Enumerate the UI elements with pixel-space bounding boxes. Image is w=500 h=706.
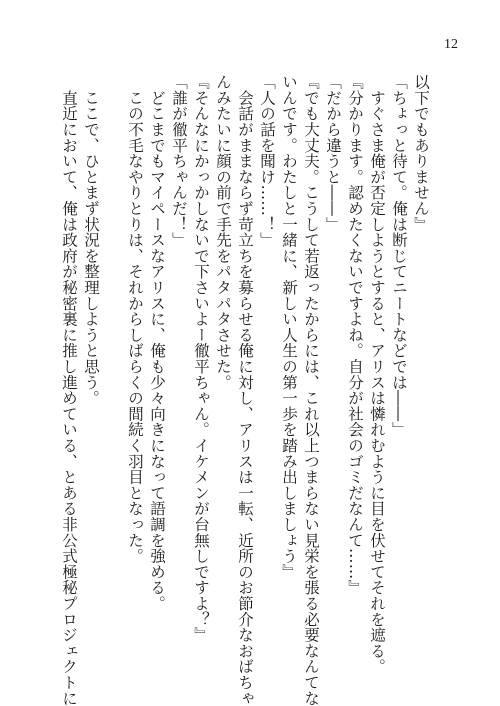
- section-break: [102, 74, 124, 676]
- text-line: 「ちょっと待て。俺は断じてニートなどでは――」: [390, 74, 408, 438]
- text-line: 直近において、俺は政府が秘密裏に推し進めている、とある非公式極秘プロジェクトに: [60, 74, 78, 706]
- text-line: んみたいに顔の前で手先をパタパタさせた。: [214, 74, 232, 390]
- text-line: この不毛なやりとりは、それからしばらくの間続く羽目となった。: [126, 74, 144, 564]
- text-line: いんです。わたしと一緒に、新しい人生の第一歩を踏み出しましょう』: [280, 74, 298, 580]
- body-text: [58, 74, 432, 706]
- text-line: 以下でもありません』: [412, 74, 430, 232]
- text-line: どこまでもマイペースなアリスに、俺も少々向きになって語調を強める。: [148, 74, 166, 612]
- text-line: 『そんなにかっかしないで下さいよー徹平ちゃん。イケメンが台無しですよ？』: [192, 74, 210, 643]
- text-line: 『分かります。認めたくないですよね。自分が社会のゴミだなんて……』: [346, 74, 364, 596]
- text-line: 「人の話を聞け……！」: [258, 74, 276, 248]
- text-line: ここで、ひとまず状況を整理しようと思う。: [82, 74, 100, 406]
- text-line: すぐさま俺が否定しようとすると、アリスは憐れむように目を伏せてそれを遮る。: [368, 74, 386, 675]
- text-line: 「誰が徹平ちゃんだ！」: [170, 74, 188, 248]
- text-line: 会話がままならず苛立ちを募らせる俺に対し、アリスは一転、近所のお節介なおばちゃ: [236, 74, 254, 706]
- text-line: 「だから違うと――」: [324, 74, 342, 232]
- page-number: 12: [444, 37, 458, 52]
- text-line: 『でも大丈夫。こうして若返ったからには、これ以上つまらない見栄を張る必要なんてな: [302, 74, 320, 706]
